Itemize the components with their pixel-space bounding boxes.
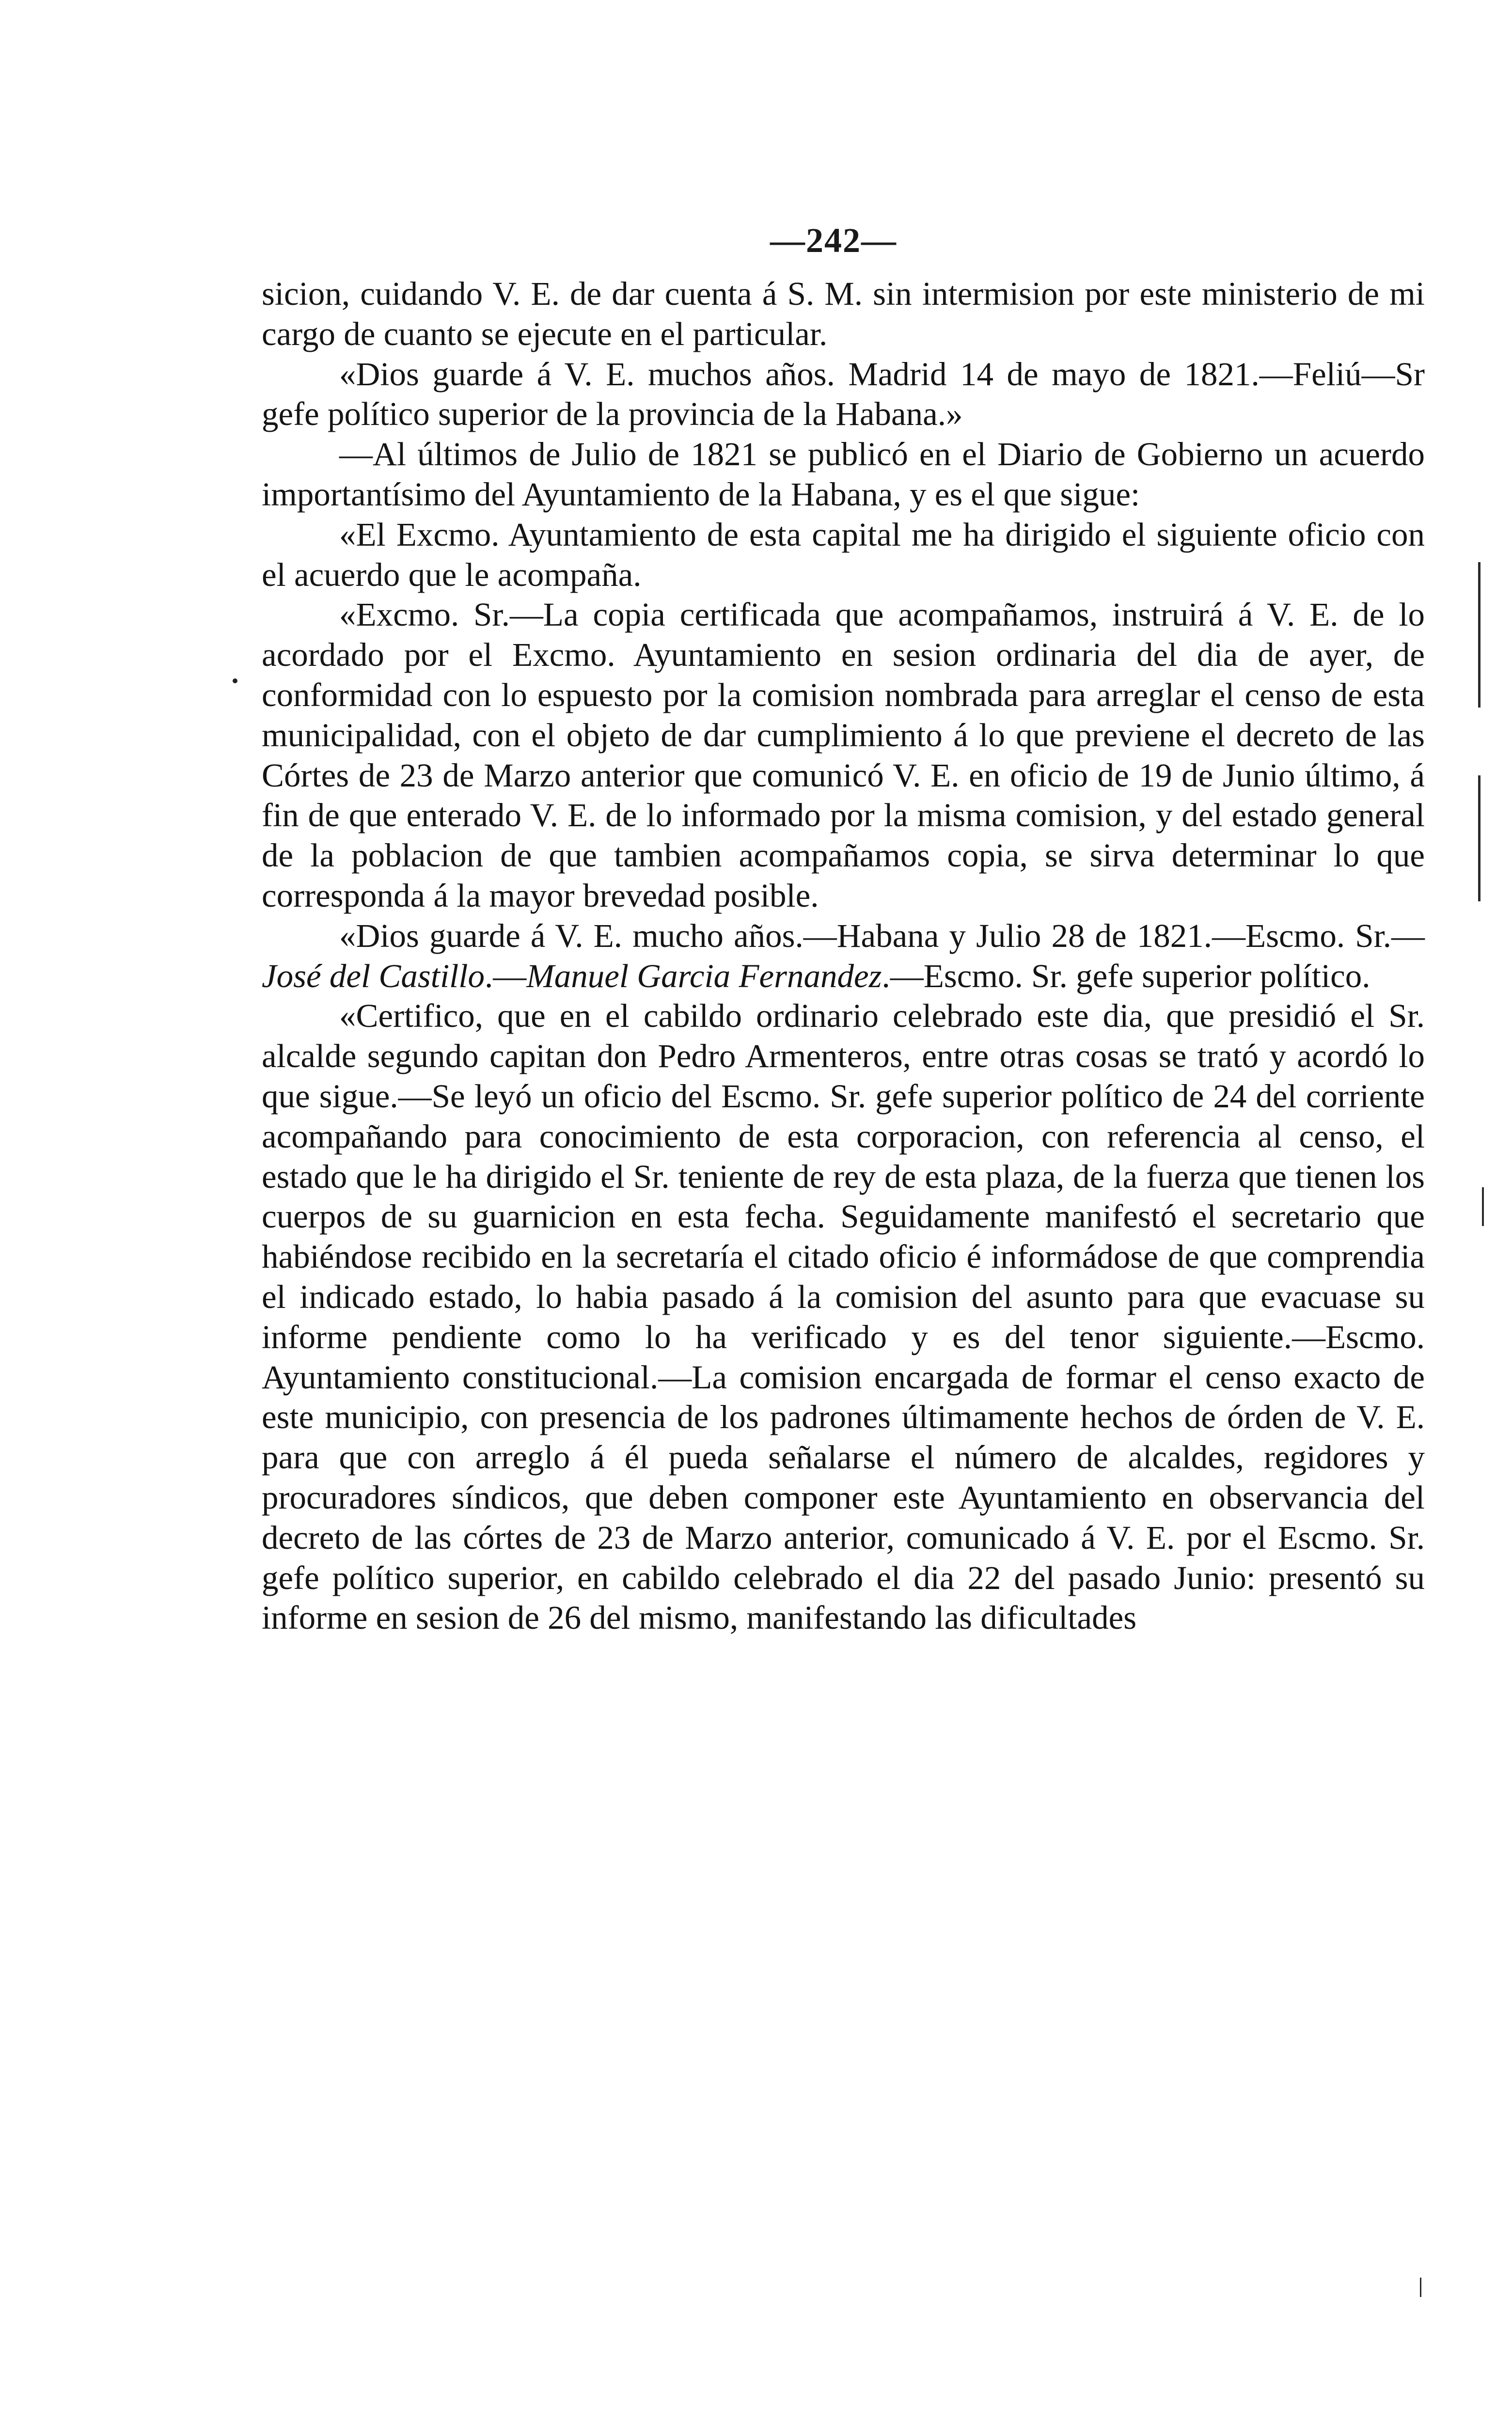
paragraph-excmo-copia: «Excmo. Sr.—La copia certificada que acompañamos, instruirá á V. E. de lo acordado por el Excmo. Ayuntamiento en sesion ordinaria del dia de ayer, de conformidad con lo espuesto por la comision nombrada para arreglar el censo de esta municipalidad, con el objeto de dar cumplimiento á lo que previene el decreto de las Córtes de 23 de Marzo anterior que comunicó V. E. en oficio de 19 de Junio último, á fin de que enterado V. E. de lo informado por la misma comision, y del estado general de la poblacion de que tambien acompañamos copia, se sirva determinar lo que corresponda á la mayor brevedad posible.	[262, 596, 1425, 914]
paragraph-diario-gobierno: —Al últimos de Julio de 1821 se publicó en el Diario de Gobierno un acuerdo importantísimo del Ayuntamiento de la Habana, y es el que sigue:	[262, 436, 1425, 513]
paragraph-continuation: sicion, cuidando V. E. de dar cuenta á S. M. sin intermision por este ministerio de mi cargo de cuanto se ejecute en el particular.	[262, 275, 1425, 352]
margin-scan-line-4	[1420, 2278, 1421, 2297]
margin-scan-line-2	[1478, 775, 1480, 901]
paragraph-ayuntamiento-oficio: «El Excmo. Ayuntamiento de esta capital me ha dirigido el siguiente oficio con el acuerdo que le acompaña.	[262, 516, 1425, 593]
addressee-text: .—Escmo. Sr. gefe superior político.	[882, 957, 1370, 994]
body-text	[262, 274, 1425, 1638]
margin-scan-line-3	[1482, 1187, 1484, 1226]
margin-dot-mark	[233, 678, 237, 683]
signatory-separator: .—	[484, 957, 527, 994]
paragraph-certifico: «Certifico, que en el cabildo ordinario celebrado este dia, que presidió el Sr. alcalde segundo capitan don Pedro Armenteros, entre otras cosas se trató y acordó lo que sigue.—Se leyó un oficio del Escmo. Sr. gefe superior político de 24 del corriente acompañando para conocimiento de esta corporacion, con referencia al censo, el estado que le ha dirigido el Sr. teniente de rey de esta plaza, de la fuerza que tienen los cuerpos de su guarnicion en esta fecha. Seguidamente manifestó el secretario que habiéndose recibido en la secretaría el citado oficio é informádose de que comprendia el indicado estado, lo habia pasado á la comision del asunto para que evacuase su informe pendiente como lo ha verificado y es del tenor siguiente.—Escmo. Ayuntamiento constitucional.—La comision encargada de formar el censo exacto de este municipio, con presencia de los padrones últimamente hechos de órden de V. E. para que con arreglo á él pueda señalarse el número de alcaldes, regidores y procuradores síndicos, que deben componer este Ayuntamiento en observancia del decreto de las córtes de 23 de Marzo anterior, comunicado á V. E. por el Escmo. Sr. gefe político superior, en cabildo celebrado el dia 22 del pasado Junio: presentó su informe en sesion de 26 del mismo, manifestando las dificultades	[262, 997, 1425, 1636]
signatory-garcia-fernandez: Manuel Garcia Fernandez	[526, 957, 882, 994]
closing-text: «Dios guarde á V. E. mucho años.—Habana y Julio 28 de 1821.—Escmo. Sr.—	[339, 917, 1425, 954]
margin-scan-line-1	[1478, 562, 1480, 708]
paragraph-closing-madrid: «Dios guarde á V. E. muchos años. Madrid 14 de mayo de 1821.—Feliú—Sr gefe político superior de la provincia de la Habana.»	[262, 355, 1425, 433]
page-number: —242—	[770, 221, 897, 260]
paragraph-dios-guarde-habana	[262, 916, 1425, 996]
signatory-castillo: José del Castillo	[262, 957, 485, 994]
